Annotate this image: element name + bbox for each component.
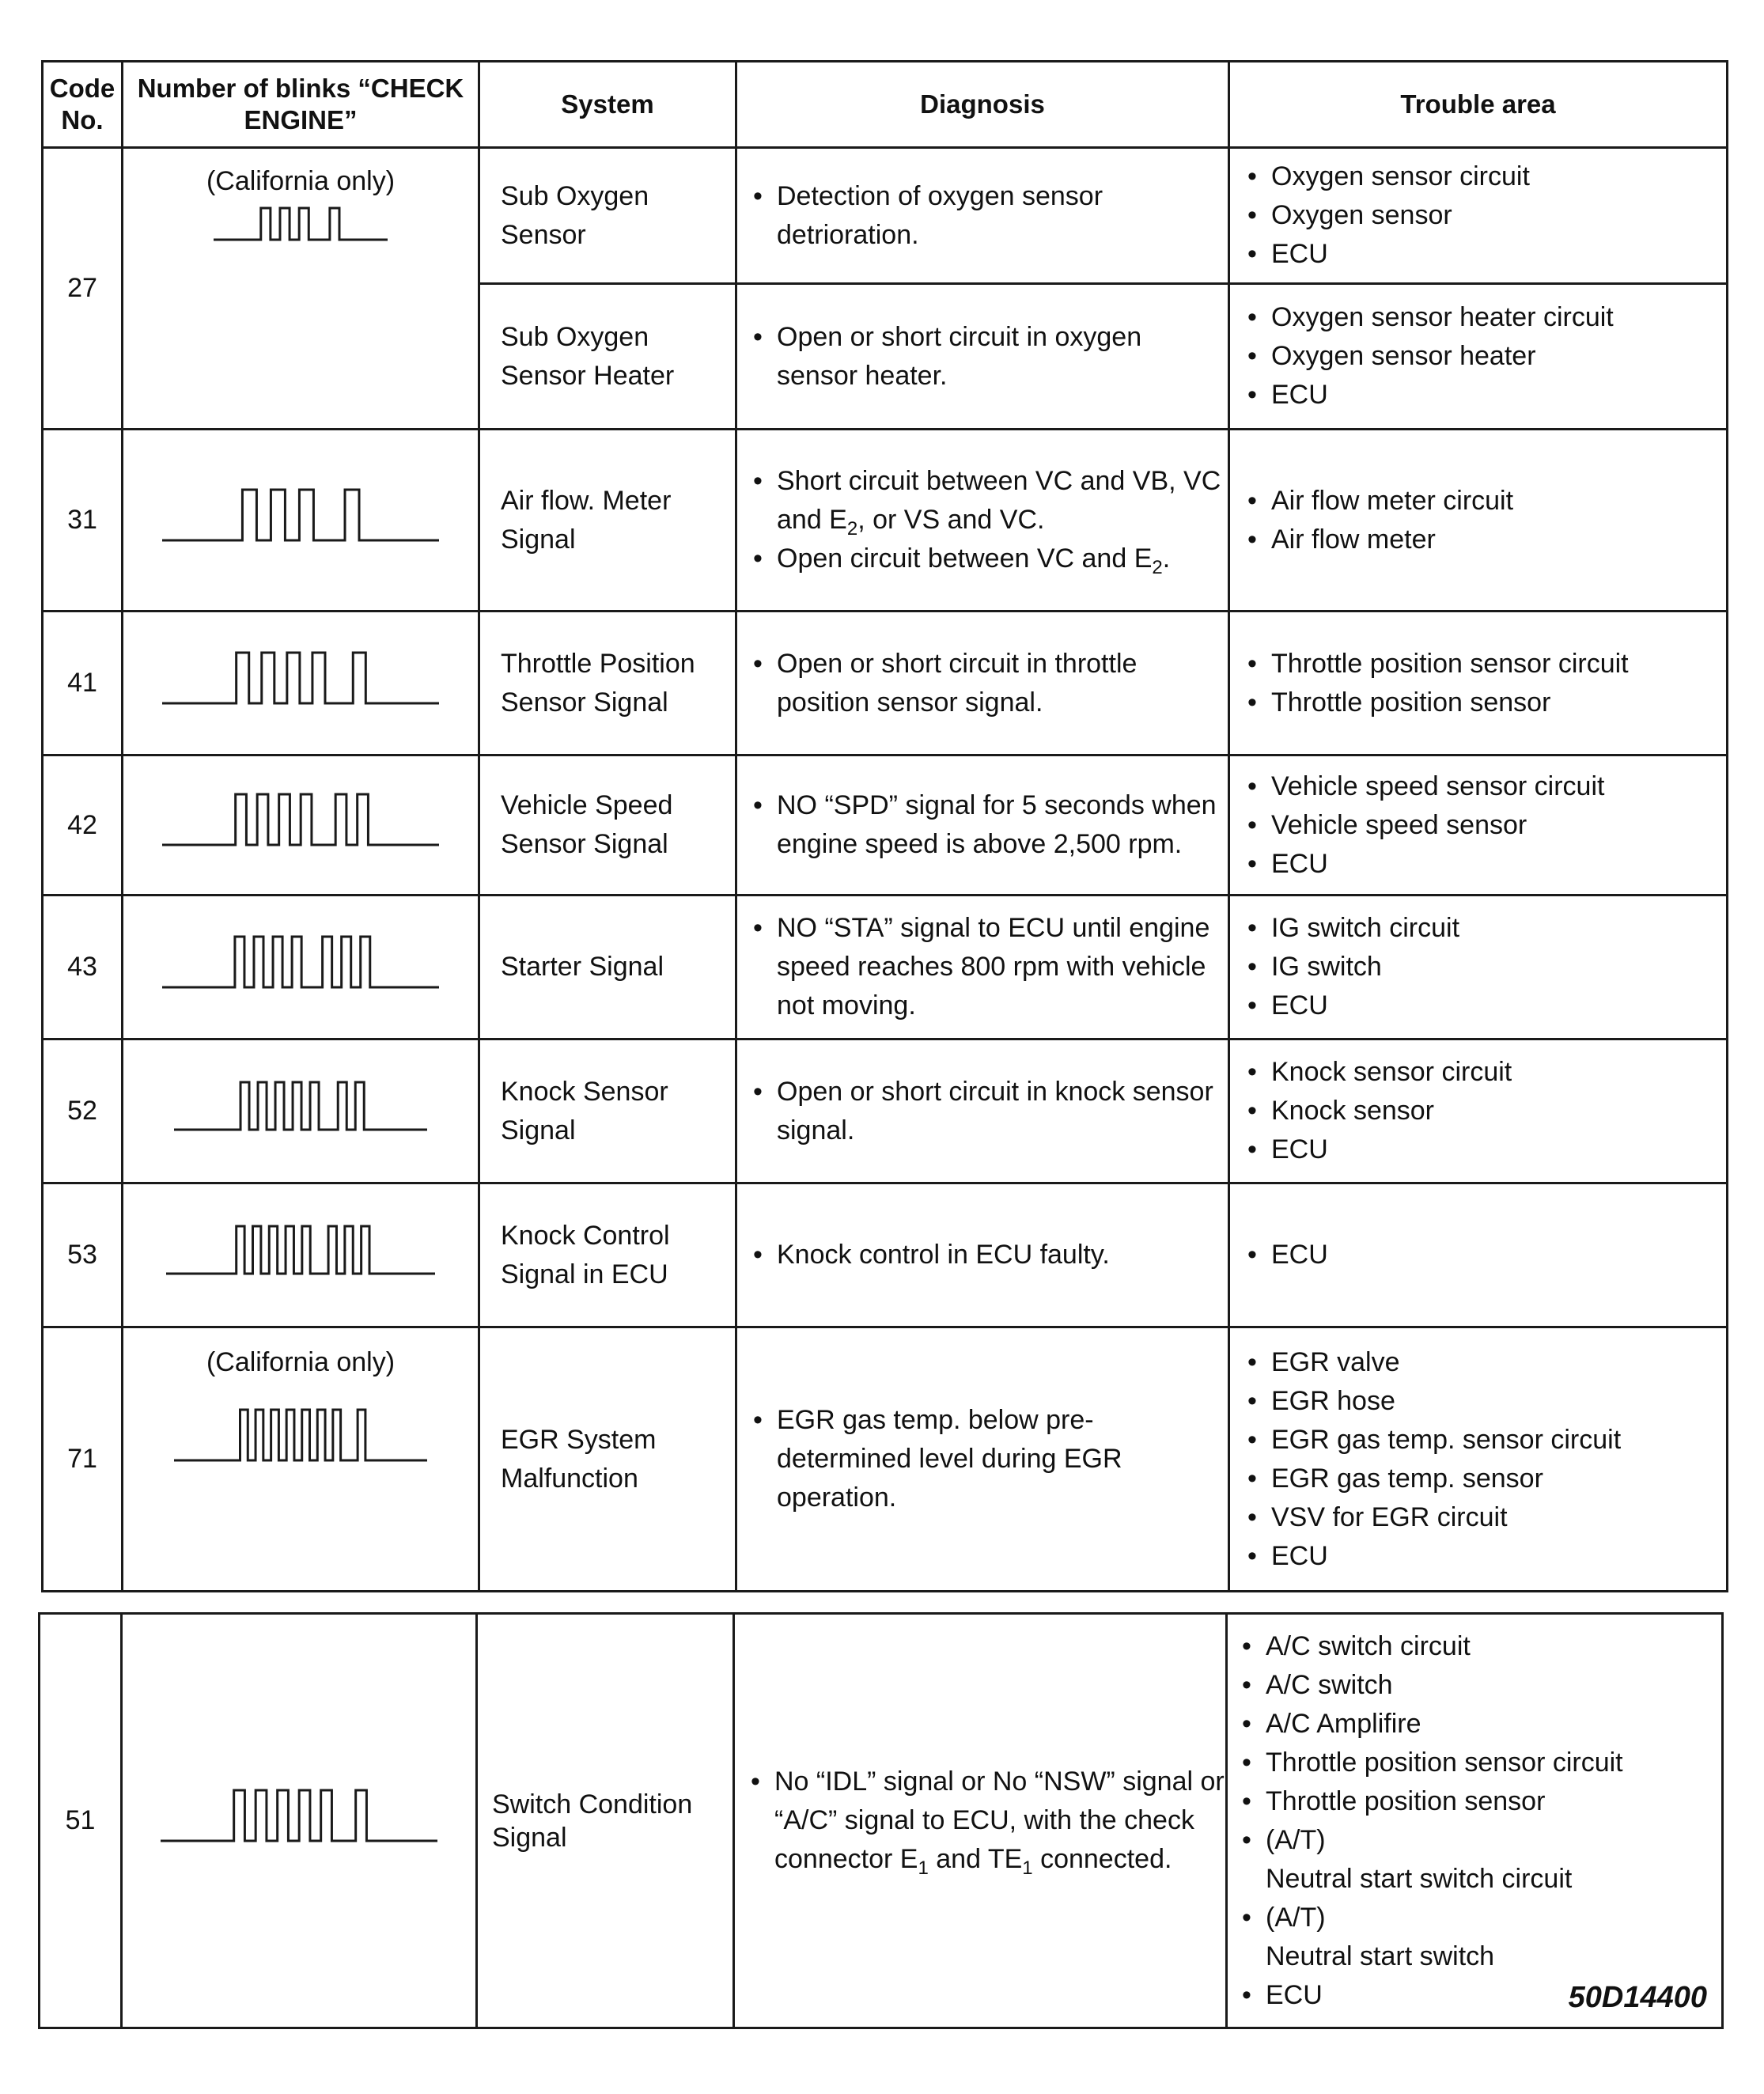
system-cell: Sub Oxygen Sensor: [479, 148, 736, 284]
diagnosis-cell: [736, 148, 1229, 284]
code-cell: 51: [40, 1614, 122, 2028]
diagnosis-item: • Knock control in ECU faulty.: [753, 1236, 1228, 1274]
subscript: 1: [918, 1857, 929, 1879]
diagnosis-item: [753, 462, 1228, 540]
trouble-item: • Air flow meter circuit: [1247, 482, 1726, 521]
system-cell: Sub Oxygen Sensor Heater: [479, 284, 736, 430]
trouble-cell: [1229, 148, 1728, 284]
code-cell: 27: [43, 148, 123, 430]
blink-pattern-icon: [162, 487, 439, 543]
trouble-item: • Oxygen sensor heater: [1247, 337, 1726, 376]
trouble-item: • (A/T): [1242, 1821, 1721, 1860]
trouble-cell: [1229, 1327, 1728, 1592]
trouble-item: • ECU: [1247, 376, 1726, 415]
trouble-cell: [1229, 284, 1728, 430]
diagnosis-cell: [736, 1327, 1229, 1592]
trouble-item: • EGR gas temp. sensor circuit: [1247, 1421, 1726, 1460]
diagnosis-item: • EGR gas temp. below pre-determined level during EGR operation.: [753, 1401, 1228, 1517]
table-row: [43, 1039, 1728, 1183]
trouble-cell: [1229, 896, 1728, 1039]
trouble-item: • Air flow meter: [1247, 521, 1726, 559]
code-cell: 31: [43, 430, 123, 612]
code-cell: 43: [43, 896, 123, 1039]
diagnosis-item: • NO “SPD” signal for 5 seconds when engine speed is above 2,500 rpm.: [753, 786, 1228, 864]
trouble-item: • (A/T): [1242, 1899, 1721, 1937]
system-cell: Switch Condition Signal: [477, 1614, 734, 2028]
pulse-line: [162, 653, 439, 703]
trouble-item: • EGR valve: [1247, 1343, 1726, 1382]
blink-pattern-icon: [214, 206, 388, 242]
diagnosis-item: • Open or short circuit in oxygen sensor heater.: [753, 318, 1228, 396]
diagnosis-item: • NO “STA” signal to ECU until engine speed reaches 800 rpm with vehicle not moving.: [753, 909, 1228, 1025]
trouble-item: • Throttle position sensor: [1242, 1782, 1721, 1821]
diagnosis-cell: [736, 755, 1229, 896]
trouble-item: • ECU: [1247, 1537, 1726, 1576]
pulse-line: [174, 1410, 427, 1460]
header-blinks: Number of blinks “CHECK ENGINE”: [123, 62, 479, 148]
diagnosis-text: and TE: [928, 1844, 1023, 1874]
blink-pattern-icon: [174, 1080, 427, 1132]
trouble-item: • Vehicle speed sensor circuit: [1247, 767, 1726, 806]
blink-cell: [123, 1327, 479, 1592]
trouble-item: • A/C switch: [1242, 1666, 1721, 1705]
trouble-item: • Vehicle speed sensor: [1247, 806, 1726, 845]
diagnosis-item: • Detection of oxygen sensor detrioration.: [753, 177, 1228, 255]
trouble-cell: [1229, 755, 1728, 896]
pulse-line: [166, 1226, 435, 1274]
blink-cell: [123, 896, 479, 1039]
blink-pattern-icon: [162, 934, 439, 990]
header-row: [43, 62, 1728, 148]
diagnosis-text: Open circuit between VC and E: [777, 543, 1153, 574]
blink-cell: [123, 430, 479, 612]
blink-pattern-icon: [174, 1407, 427, 1463]
system-cell: Knock Sensor Signal: [479, 1039, 736, 1183]
pulse-line: [162, 490, 439, 540]
system-cell: Knock Control Signal in ECU: [479, 1183, 736, 1327]
system-cell: Vehicle Speed Sensor Signal: [479, 755, 736, 896]
blink-cell: [123, 755, 479, 896]
table-row: [43, 896, 1728, 1039]
code-cell: 42: [43, 755, 123, 896]
diagnosis-item: • Open or short circuit in knock sensor signal.: [753, 1073, 1228, 1150]
trouble-item: • Throttle position sensor circuit: [1247, 645, 1726, 683]
blink-cell: [123, 1183, 479, 1327]
reference-code: 50D14400: [1568, 1981, 1707, 2014]
trouble-item: • Throttle position sensor circuit: [1242, 1744, 1721, 1782]
blink-pattern-icon: [162, 650, 439, 706]
diagnosis-text: .: [1162, 543, 1171, 574]
diagnosis-text: Short circuit between VC and VB, VC and E: [777, 466, 1221, 535]
trouble-item: • EGR hose: [1247, 1382, 1726, 1421]
diagnosis-cell: [736, 1039, 1229, 1183]
trouble-item: Neutral start switch: [1266, 1941, 1495, 1971]
trouble-item: • ECU: [1247, 1130, 1726, 1169]
trouble-cell: [1229, 1039, 1728, 1183]
header-code: Code No.: [43, 62, 123, 148]
table-row: [43, 755, 1728, 896]
diagnosis-cell: [736, 896, 1229, 1039]
diagnosis-text: No “IDL” signal or No “NSW” signal or “A/C” signal to ECU, with the check connector E: [774, 1766, 1225, 1874]
trouble-item: • A/C Amplifire: [1242, 1705, 1721, 1744]
header-system: System: [479, 62, 736, 148]
system-cell: Starter Signal: [479, 896, 736, 1039]
trouble-code-table: [41, 60, 1728, 1592]
trouble-item: • A/C switch circuit: [1242, 1627, 1721, 1666]
subscript: 1: [1022, 1857, 1033, 1879]
trouble-cell: [1229, 1183, 1728, 1327]
table-row: [40, 1614, 1723, 2028]
trouble-item: • Throttle position sensor: [1247, 683, 1726, 722]
switch-condition-table: [38, 1612, 1724, 2029]
trouble-item: • VSV for EGR circuit: [1247, 1498, 1726, 1537]
pulse-line: [162, 794, 439, 845]
trouble-item: • Oxygen sensor: [1247, 196, 1726, 235]
trouble-item: • ECU: [1247, 1236, 1726, 1274]
trouble-cell: [1229, 612, 1728, 755]
trouble-item: • ECU: [1247, 845, 1726, 884]
pulse-line: [214, 208, 388, 240]
diagnosis-cell: [736, 1183, 1229, 1327]
trouble-cell: [1229, 430, 1728, 612]
trouble-item: • Knock sensor: [1247, 1092, 1726, 1130]
code-cell: 53: [43, 1183, 123, 1327]
code-cell: 52: [43, 1039, 123, 1183]
subscript: 2: [1152, 556, 1163, 578]
trouble-item: • ECU: [1247, 235, 1726, 274]
pulse-line: [162, 937, 439, 987]
trouble-item: • EGR gas temp. sensor: [1247, 1460, 1726, 1498]
trouble-item: • IG switch circuit: [1247, 909, 1726, 948]
trouble-item: Neutral start switch circuit: [1266, 1863, 1573, 1894]
blink-cell: [123, 148, 479, 430]
system-cell: EGR System Malfunction: [479, 1327, 736, 1592]
trouble-item: • Knock sensor circuit: [1247, 1053, 1726, 1092]
blink-cell: [123, 612, 479, 755]
table-row: [43, 1183, 1728, 1327]
blink-pattern-icon: [162, 792, 439, 847]
code-cell: 71: [43, 1327, 123, 1592]
trouble-item: • IG switch: [1247, 948, 1726, 986]
diagnosis-text: , or VS and VC.: [857, 505, 1045, 535]
header-diagnosis: Diagnosis: [736, 62, 1229, 148]
pulse-line: [161, 1790, 437, 1841]
diagnosis-cell: [734, 1614, 1227, 2028]
blink-cell: [122, 1614, 477, 2028]
diagnosis-item: [753, 540, 1228, 578]
diagnosis-item: [751, 1763, 1225, 1879]
trouble-item: • Oxygen sensor heater circuit: [1247, 298, 1726, 337]
table-row: [43, 612, 1728, 755]
trouble-item: • Oxygen sensor circuit: [1247, 157, 1726, 196]
diagnosis-cell: [736, 430, 1229, 612]
system-cell: Air flow. Meter Signal: [479, 430, 736, 612]
table-row: [43, 148, 1728, 284]
california-note: (California only): [206, 166, 396, 196]
system-cell: Throttle Position Sensor Signal: [479, 612, 736, 755]
diagnosis-item: • Open or short circuit in throttle position sensor signal.: [753, 645, 1228, 722]
code-cell: 41: [43, 612, 123, 755]
diagnosis-cell: [736, 612, 1229, 755]
trouble-item: • ECU: [1247, 986, 1726, 1025]
blink-cell: [123, 1039, 479, 1183]
table-row: [43, 1327, 1728, 1592]
diagnosis-cell: [736, 284, 1229, 430]
trouble-cell: [1227, 1614, 1723, 2028]
blink-pattern-icon: [161, 1788, 437, 1843]
diagnosis-text: connected.: [1032, 1844, 1172, 1874]
trouble-item: • ECU: [1242, 1976, 1721, 2015]
table-row: [43, 430, 1728, 612]
blink-pattern-icon: [166, 1224, 435, 1276]
pulse-line: [174, 1082, 427, 1130]
subscript: 2: [846, 517, 858, 540]
header-trouble: Trouble area: [1229, 62, 1728, 148]
california-note: (California only): [206, 1347, 396, 1377]
